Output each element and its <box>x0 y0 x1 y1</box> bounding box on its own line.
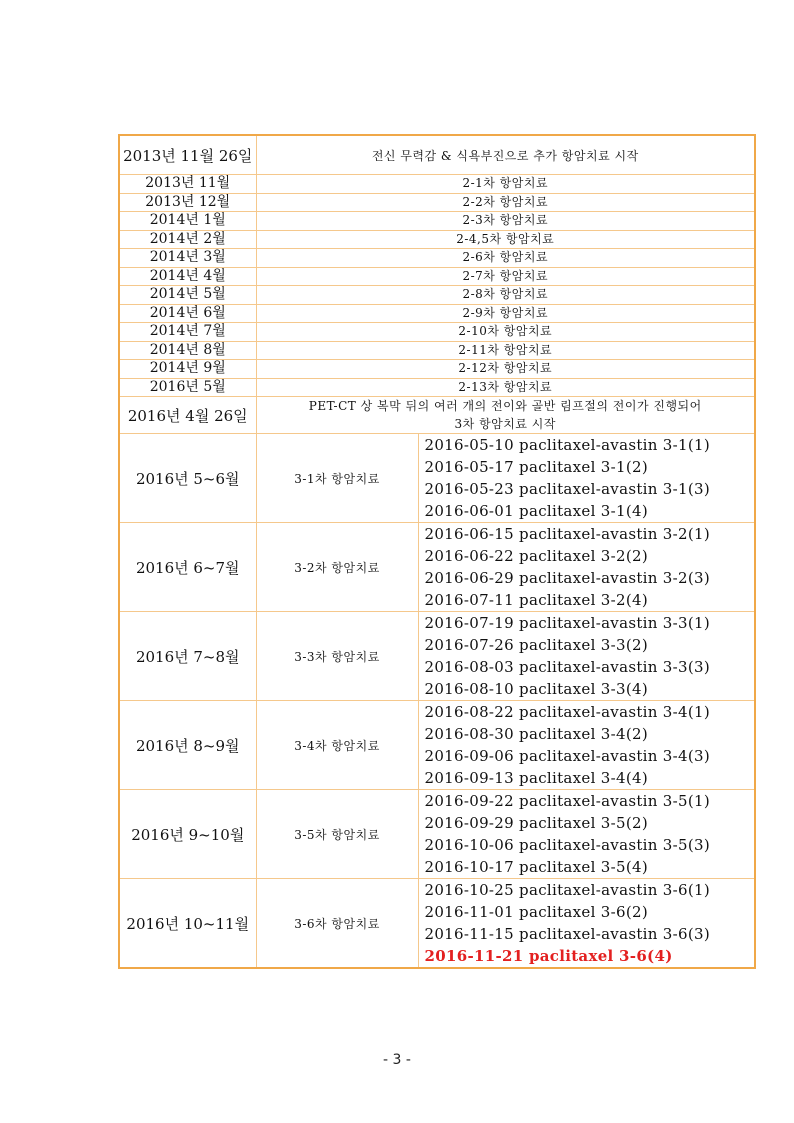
pet-ct-description <box>256 397 755 434</box>
page-number: - 3 - <box>383 1052 411 1068</box>
session-entry: 2016-07-26 paclitaxel 3-3(2) <box>424 636 648 654</box>
month-treatment: 2-8차 항암치료 <box>256 286 755 305</box>
group-cycle: 3-4차 항암치료 <box>256 701 418 790</box>
group-period: 2016년 8~9월 <box>119 701 256 790</box>
header-date: 2013년 11월 26일 <box>119 135 256 175</box>
session-entry: 2016-08-22 paclitaxel-avastin 3-4(1) <box>424 703 710 721</box>
month-date: 2013년 11월 <box>119 175 256 194</box>
session-entry: 2016-11-01 paclitaxel 3-6(2) <box>424 903 648 921</box>
group-period: 2016년 7~8월 <box>119 612 256 701</box>
treatment-group-row <box>119 612 755 701</box>
group-cycle: 3-2차 항암치료 <box>256 523 418 612</box>
month-row <box>119 230 755 249</box>
month-date: 2016년 5월 <box>119 378 256 397</box>
group-cycle: 3-6차 항암치료 <box>256 879 418 969</box>
month-row <box>119 286 755 305</box>
month-treatment: 2-13차 항암치료 <box>256 378 755 397</box>
treatment-group-row <box>119 879 755 969</box>
month-treatment: 2-12차 항암치료 <box>256 360 755 379</box>
session-entry: 2016-10-25 paclitaxel-avastin 3-6(1) <box>424 881 710 899</box>
month-date: 2014년 3월 <box>119 249 256 268</box>
session-entry: 2016-08-30 paclitaxel 3-4(2) <box>424 725 648 743</box>
month-row <box>119 212 755 231</box>
session-entry: 2016-08-10 paclitaxel 3-3(4) <box>424 680 648 698</box>
month-date: 2014년 4월 <box>119 267 256 286</box>
session-entry: 2016-05-10 paclitaxel-avastin 3-1(1) <box>424 436 710 454</box>
month-treatment: 2-2차 항암치료 <box>256 193 755 212</box>
treatment-group-row <box>119 701 755 790</box>
session-entry: 2016-07-19 paclitaxel-avastin 3-3(1) <box>424 614 710 632</box>
group-period: 2016년 10~11월 <box>119 879 256 969</box>
month-date: 2013년 12월 <box>119 193 256 212</box>
month-row <box>119 249 755 268</box>
session-entry: 2016-06-29 paclitaxel-avastin 3-2(3) <box>424 569 710 587</box>
group-period: 2016년 9~10월 <box>119 790 256 879</box>
month-row <box>119 193 755 212</box>
treatment-group-row <box>119 434 755 523</box>
group-sessions <box>418 879 755 969</box>
pet-ct-line-2: 3차 항암치료 시작 <box>454 417 556 431</box>
month-row <box>119 360 755 379</box>
group-sessions <box>418 701 755 790</box>
month-row <box>119 175 755 194</box>
session-entry: 2016-05-17 paclitaxel 3-1(2) <box>424 458 648 476</box>
month-treatment: 2-9차 항암치료 <box>256 304 755 323</box>
month-treatment: 2-3차 항암치료 <box>256 212 755 231</box>
session-entry: 2016-06-01 paclitaxel 3-1(4) <box>424 502 648 520</box>
session-entry: 2016-06-22 paclitaxel 3-2(2) <box>424 547 648 565</box>
session-entry: 2016-09-06 paclitaxel-avastin 3-4(3) <box>424 747 710 765</box>
pet-ct-date: 2016년 4월 26일 <box>119 397 256 434</box>
month-date: 2014년 2월 <box>119 230 256 249</box>
session-entry: 2016-05-23 paclitaxel-avastin 3-1(3) <box>424 480 710 498</box>
session-entry: 2016-07-11 paclitaxel 3-2(4) <box>424 591 648 609</box>
session-entry: 2016-06-15 paclitaxel-avastin 3-2(1) <box>424 525 710 543</box>
month-treatment: 2-1차 항암치료 <box>256 175 755 194</box>
month-row <box>119 267 755 286</box>
month-date: 2014년 7월 <box>119 323 256 342</box>
month-row <box>119 341 755 360</box>
session-entry: 2016-09-29 paclitaxel 3-5(2) <box>424 814 648 832</box>
treatment-group-row <box>119 790 755 879</box>
group-sessions <box>418 790 755 879</box>
month-date: 2014년 9월 <box>119 360 256 379</box>
group-sessions <box>418 434 755 523</box>
group-cycle: 3-1차 항암치료 <box>256 434 418 523</box>
month-treatment: 2-10차 항암치료 <box>256 323 755 342</box>
treatment-timeline-table <box>118 134 756 969</box>
group-sessions <box>418 612 755 701</box>
month-row <box>119 378 755 397</box>
month-row <box>119 304 755 323</box>
month-treatment: 2-7차 항암치료 <box>256 267 755 286</box>
session-entry: 2016-10-06 paclitaxel-avastin 3-5(3) <box>424 836 710 854</box>
month-date: 2014년 6월 <box>119 304 256 323</box>
group-sessions <box>418 523 755 612</box>
month-date: 2014년 8월 <box>119 341 256 360</box>
group-cycle: 3-3차 항암치료 <box>256 612 418 701</box>
month-date: 2014년 1월 <box>119 212 256 231</box>
month-date: 2014년 5월 <box>119 286 256 305</box>
header-description: 전신 무력감 & 식욕부진으로 추가 항암치료 시작 <box>256 135 755 175</box>
pet-ct-row <box>119 397 755 434</box>
month-treatment: 2-6차 항암치료 <box>256 249 755 268</box>
header-row <box>119 135 755 175</box>
session-entry-latest: 2016-11-21 paclitaxel 3-6(4) <box>424 947 673 965</box>
pet-ct-line-1: PET-CT 상 복막 뒤의 여러 개의 전이와 골반 림프절의 전이가 진행되어 <box>308 399 702 413</box>
group-cycle: 3-5차 항암치료 <box>256 790 418 879</box>
month-treatment: 2-11차 항암치료 <box>256 341 755 360</box>
group-period: 2016년 5~6월 <box>119 434 256 523</box>
treatment-group-row <box>119 523 755 612</box>
month-row <box>119 323 755 342</box>
session-entry: 2016-09-13 paclitaxel 3-4(4) <box>424 769 648 787</box>
group-period: 2016년 6~7월 <box>119 523 256 612</box>
session-entry: 2016-10-17 paclitaxel 3-5(4) <box>424 858 648 876</box>
session-entry: 2016-11-15 paclitaxel-avastin 3-6(3) <box>424 925 710 943</box>
month-treatment: 2-4,5차 항암치료 <box>256 230 755 249</box>
session-entry: 2016-08-03 paclitaxel-avastin 3-3(3) <box>424 658 710 676</box>
session-entry: 2016-09-22 paclitaxel-avastin 3-5(1) <box>424 792 710 810</box>
